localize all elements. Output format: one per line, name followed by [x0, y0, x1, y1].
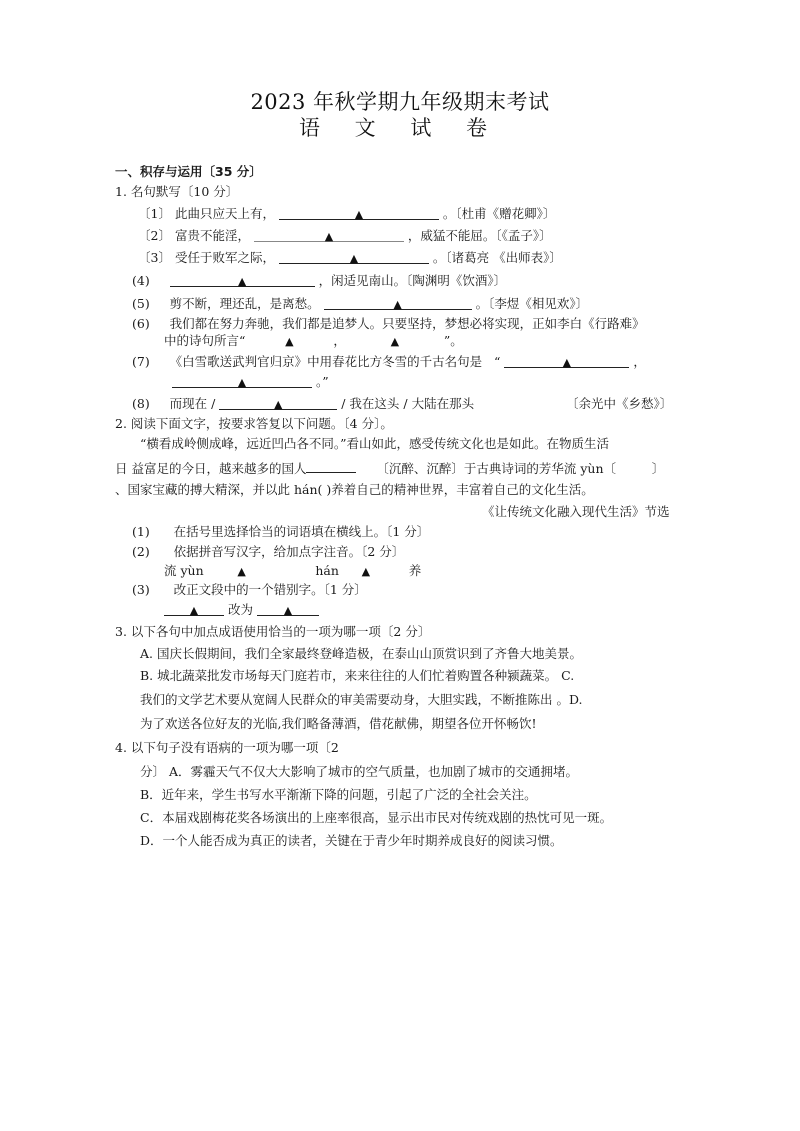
question-2-stem: 2. 阅读下面文字，按要求答复以下问题。〔4 分〕。	[115, 416, 393, 431]
triangle-marker-icon: ▲	[349, 252, 359, 265]
item-source: 。〔诸葛亮 《出师表》〕	[432, 250, 562, 265]
item-text: / 我在这头 / 大陆在那头	[341, 396, 475, 411]
pinyin-text: hán	[315, 563, 339, 578]
item-text: 中的诗句所言“	[164, 333, 246, 348]
item-text: 依据拼音写汉字，给加点字注音。〔2 分〕	[173, 544, 405, 559]
q2-sub-1	[132, 524, 429, 540]
triangle-marker-icon: ▲	[393, 298, 402, 311]
q2-sub-3	[132, 582, 367, 598]
triangle-marker-icon: ▲	[324, 230, 334, 243]
q2-passage-line-1: “横看成岭侧成峰，远近凹凸各不同。”看山如此，感受传统文化也是如此。在物质生活	[140, 436, 610, 451]
q3-option-c: 我们的文学艺术要从宽阔人民群众的审美需要动身，大胆实践，不断推陈出 。D.	[140, 692, 583, 707]
item-number: (4)	[132, 273, 150, 288]
q4-option-d: D．一个人能否成为真正的读者，关键在于青少年时期养成良好的阅读习惯。	[140, 833, 563, 848]
q1-item-1	[138, 206, 555, 222]
q1-item-6	[132, 316, 645, 332]
answer-blank[interactable]	[208, 563, 276, 576]
answer-blank[interactable]	[324, 296, 472, 310]
question-3-stem: 3. 以下各句中加点成语使用恰当的一项为哪一项〔2 分〕	[115, 624, 431, 639]
answer-blank[interactable]	[306, 459, 356, 473]
triangle-marker-icon: ▲	[189, 604, 199, 617]
answer-blank[interactable]	[254, 228, 404, 242]
q1-item-7-line2	[172, 374, 329, 390]
question-4-stem: 4. 以下句子没有语病的一项为哪一项〔2	[115, 740, 339, 755]
section-heading: 一、积存与运用〔35 分〕	[115, 164, 262, 179]
q4-option-c: C．本届戏剧梅花奖各场演出的上座率很高，显示出市民对传统戏剧的热忱可见一斑。	[140, 810, 613, 825]
q1-item-7	[132, 354, 646, 370]
passage-text: 〕	[651, 461, 665, 476]
pinyin-text: 养	[408, 563, 422, 578]
q3-option-d: 为了欢送各位好友的光临,我们略备薄酒，借花献佛，期望各位开怀畅饮!	[140, 716, 537, 731]
answer-blank[interactable]	[249, 333, 329, 346]
passage-text: 〔沉醉、沉醉〕于古典诗词的芳华流 yùn〔	[376, 461, 616, 476]
pinyin-text: 流 yùn	[164, 563, 204, 578]
answer-blank[interactable]	[257, 602, 319, 616]
triangle-marker-icon: ▲	[237, 275, 247, 288]
item-source: 。〔杜甫《赠花卿》〕	[442, 206, 556, 221]
item-number: (5)	[132, 296, 150, 311]
triangle-marker-icon: ▲	[237, 376, 247, 389]
q1-item-3	[138, 250, 562, 266]
item-number: (6)	[132, 316, 150, 331]
item-text: 。”	[315, 374, 329, 389]
answer-blank[interactable]	[350, 333, 440, 346]
item-text: ”。	[443, 333, 463, 348]
triangle-marker-icon: ▲	[361, 565, 371, 578]
answer-blank[interactable]	[219, 396, 337, 410]
item-number: (7)	[132, 354, 150, 369]
question-1-stem: 1. 名句默写〔10 分〕	[115, 184, 239, 199]
q2-sub-2	[132, 544, 404, 560]
q1-item-2	[138, 228, 552, 244]
item-text: 我们都在努力奔驰，我们都是追梦人。只要坚持，梦想必将实现，正如李白《行路难》	[169, 316, 645, 331]
item-text: 《白雪歌送武判官归京》中用春花比方冬雪的千古名句是	[169, 354, 483, 369]
item-number: 〔1〕	[138, 206, 171, 221]
item-text: 改为	[227, 602, 253, 617]
item-source: ，闲适见南山。〔陶渊明《饮酒》〕	[318, 273, 507, 288]
q3-option-a: A. 国庆长假期间，我们全家最终登峰造极，在泰山山顶赏识到了齐鲁大地美景。	[140, 646, 582, 661]
q2-passage-line-2	[115, 459, 664, 477]
triangle-marker-icon: ▲	[390, 335, 400, 348]
item-text: 富贵不能淫，	[174, 228, 250, 243]
answer-blank[interactable]	[164, 602, 224, 616]
triangle-marker-icon: ▲	[237, 565, 246, 578]
q2-sub-2-answers	[164, 563, 421, 579]
q1-item-6-line2	[164, 333, 463, 349]
answer-blank[interactable]	[504, 354, 629, 368]
item-text: “	[494, 354, 501, 369]
answer-blank[interactable]	[172, 374, 312, 388]
passage-text: 日 益富足的今日，越来越多的国人	[115, 461, 307, 476]
item-source: ，威猛不能屈。〔《孟子》〕	[407, 228, 552, 243]
item-text: 改正文段中的一个错别字。〔1 分〕	[173, 582, 367, 597]
q2-passage-line-3: 、国家宝藏的搏大精深，并以此 hán( )养着自己的精神世界，丰富着自己的文化生活。	[115, 482, 594, 497]
triangle-marker-icon: ▲	[283, 604, 293, 617]
exam-title: 2023 年秋学期九年级期末考试	[250, 90, 550, 114]
q4-option-a: 分〕 A．雾霾天气不仅大大影响了城市的空气质量，也加剧了城市的交通拥堵。	[140, 764, 579, 779]
item-text: ，	[333, 333, 346, 348]
item-text: 而现在 /	[169, 396, 216, 411]
triangle-marker-icon: ▲	[354, 208, 364, 221]
q2-passage-source: 《让传统文化融入现代生活》节选	[482, 504, 670, 519]
item-number: (3)	[132, 582, 150, 597]
item-text: 此曲只应天上有，	[174, 206, 275, 221]
item-source: 。〔李煜《相见欢》〕	[475, 296, 589, 311]
exam-subtitle: 语 文 试 卷	[298, 116, 502, 140]
triangle-marker-icon: ▲	[285, 335, 294, 348]
q2-sub-3-answer	[164, 602, 319, 618]
q1-item-5	[132, 296, 588, 312]
item-text: 在括号里选择恰当的词语填在横线上。〔1 分〕	[173, 524, 430, 539]
item-text: 受任于败军之际，	[174, 250, 275, 265]
item-number: (1)	[132, 524, 150, 539]
item-number: (8)	[132, 396, 150, 411]
q3-option-b: B. 城北蔬菜批发市场每天门庭若市，来来往往的人们忙着购置各种颍蔬菜。 C.	[140, 668, 575, 683]
q1-item-4	[132, 273, 506, 289]
answer-blank[interactable]	[279, 206, 439, 220]
triangle-marker-icon: ▲	[562, 356, 572, 369]
q1-item-8	[132, 396, 474, 412]
q1-item-8-source: 〔余光中《乡愁》〕	[566, 396, 673, 411]
item-number: 〔2〕	[138, 228, 171, 243]
answer-blank[interactable]	[279, 250, 429, 264]
item-number: (2)	[132, 544, 150, 559]
answer-blank[interactable]	[170, 273, 315, 287]
triangle-marker-icon: ▲	[274, 398, 283, 411]
item-number: 〔3〕	[138, 250, 171, 265]
item-text: 剪不断，理还乱，是离愁。	[169, 296, 320, 311]
q4-option-b: B．近年来，学生书写水平渐渐下降的问题，引起了广泛的全社会关注。	[140, 787, 537, 802]
item-text: ，	[633, 354, 646, 369]
answer-blank[interactable]	[343, 563, 389, 576]
